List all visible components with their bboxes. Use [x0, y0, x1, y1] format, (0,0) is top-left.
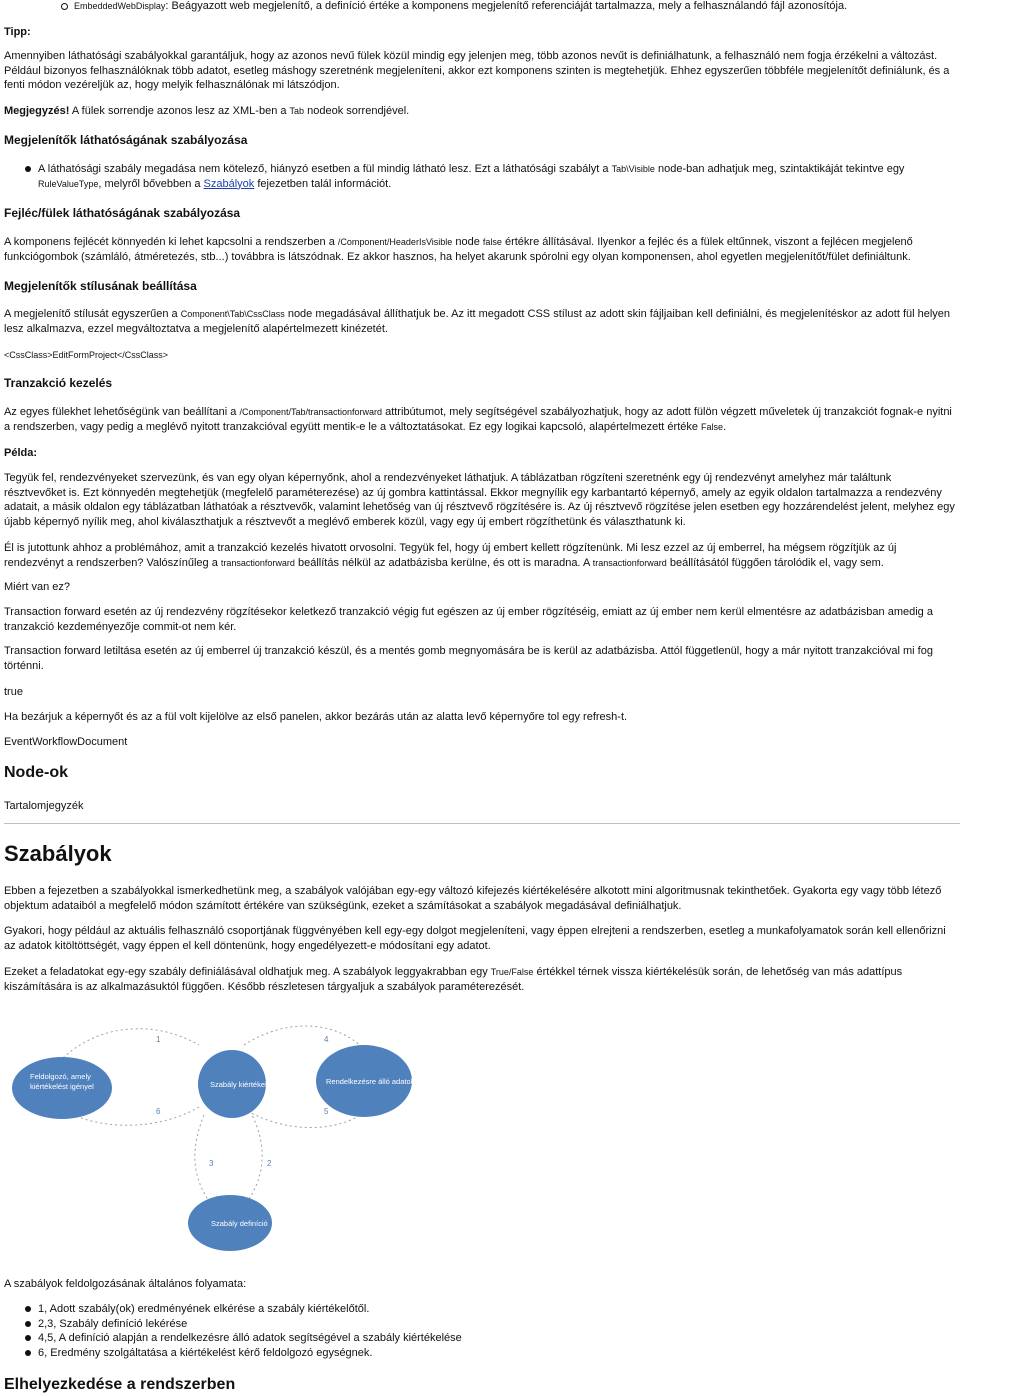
inline-code: EmbeddedWebDisplay: [74, 1, 166, 11]
step-number: 1: [156, 1035, 161, 1044]
step-number: 6: [156, 1107, 161, 1116]
paragraph-example: Tegyük fel, rendezvényeket szervezünk, és van egy olyan képernyőnk, ahol a rendezvényeket láthatjuk. A táblázatban rögzíteni szeretnénk egy új rendezvényt amelyhez már találtunk résztvevőket is. Ezt könnyedén megtehetjük (megfelelő paraméterezése) az új gombra kattintással. Ekkor megnyílik egy karbantartó képernyő, amely az egyik oldalon tartalmazza a rendezvény adatait, a másik oldalon egy táblázatban láthatóak a résztvevők, valamint lehetőség van új résztvevő rögzítésére is. Az új résztvevő rögzítése jelen esetben egy hozzárendelést jelent, melyhez egy újabb képernyő nyílik meg, ahol kiválaszthatjuk a résztvevőt a meglévő emberek közül, vagy egy új embert rögzíthetünk és választhatunk ki.: [4, 472, 955, 528]
flow-arrow-2: [249, 1115, 262, 1199]
text: .: [723, 420, 727, 433]
paragraph-rules-2: Gyakori, hogy például az aktuális felhasználó csoportjának függvényében kell egy-egy dolgot megjeleníteni, vagy éppen elrejteni a rendszerben, esetleg a munkafolyamatok során kell ellenőrizni az adatok kitöltöttségét, vagy éppen el kell döntenünk, hogy engedélyezett-e módosítani egy adatot.: [4, 925, 946, 952]
process-intro: A szabályok feldolgozásának általános folyamata:: [4, 1278, 247, 1290]
paragraph-rules-1: Ebben a fejezetben a szabályokkal ismerkedhetünk meg, a szabályok valójában egy-egy változó kifejezés kiértékelésére alkotott mini algoritmusnak tekinthetőek. Gyakorta egy vagy több létező objektum adataiból a megfelelő módon számított értékére van szükségünk, ezeket a számításokat a szabályok megadásával definiálhatjuk.: [4, 885, 942, 912]
css-example: <CssClass>EditFormProject</CssClass>: [4, 350, 169, 360]
inline-code: transactionforward: [220, 557, 295, 568]
heading-rules: Szabályok: [4, 841, 112, 866]
heading-header: Fejléc/fülek láthatóságának szabályozása: [4, 206, 241, 220]
note-label: Megjegyzés!: [4, 105, 70, 117]
inline-code: false: [482, 237, 502, 247]
inline-code: /Component/Tab/transactionforward: [239, 407, 383, 417]
text: beállítás nélkül az adatbázisba kerülne, és ott is maradna. A: [294, 556, 593, 569]
list-item: 2,3, Szabály definíció lekérése: [38, 1317, 956, 1332]
list-item-text: node-ban adhatjuk meg, szintaktikáját tekintve egy: [654, 163, 905, 175]
paragraph-forward: Transaction forward esetén az új rendezvény rögzítésekor keletkező tranzakció végig fut egészen az új ember rögzítéséig, emiatt az új ember nem kerül elmentésre az adatbázisban amedig a tranzakció kezdeményezője commit-ot nem kér.: [4, 606, 933, 633]
step-number: 5: [324, 1107, 329, 1116]
processor-label-line-1: [30, 1072, 94, 1091]
heading-location: Elhelyezkedése a rendszerben: [4, 1376, 236, 1393]
heading-nodes: Node-ok: [4, 764, 68, 781]
heading-transaction: Tranzakció kezelés: [4, 376, 113, 390]
heading-style: Megjelenítők stílusának beállítása: [4, 279, 197, 293]
why-label: Miért van ez?: [4, 581, 71, 593]
flow-arrow-4: [244, 1026, 364, 1049]
flow-arrow-3: [195, 1115, 209, 1201]
processor-label-line: kiértékelést igényel: [30, 1082, 94, 1091]
list-item: [38, 162, 956, 191]
list-item-text: : Beágyazott web megjelenítő, a definíció értéke a komponens megjelenítő referenciáját tartalmazza, mely a felhasználandó fájl azonosítója.: [165, 0, 848, 12]
text: node megadásával állíthatjuk be. Az itt megadott CSS stílust az adott skin fájljaiban kell definiálni, és megjelenítéskor az adott fül helyen lesz alkalmazva, ezzel megváltoztatva a megjelenítő alapértelmezett kinézetét.: [4, 308, 951, 335]
inline-code: transactionforward: [592, 557, 667, 568]
list-item: 4,5, A definíció alapján a rendelkezésre álló adatok segítségével a szabály kiértékelése: [38, 1331, 956, 1346]
inline-code: Tab\Visible: [611, 164, 655, 174]
section-divider: [4, 823, 960, 824]
definition-label: Szabály definíció: [211, 1219, 268, 1228]
inline-code: False: [701, 421, 724, 432]
list-item: [74, 0, 1026, 14]
text: A komponens fejlécét könnyedén ki lehet kapcsolni a rendszerben a: [4, 236, 338, 248]
paragraph-rules-3: [4, 965, 956, 994]
text: értékkel térnek vissza kiértékelésük során, de lehetőség van más adattípus kiszámítására is az alkalmazásuktól függően. Később részletesen tárgyaljuk a szabályok paraméterezését.: [4, 966, 903, 993]
tip-list: [4, 0, 1026, 14]
evaluator-label: Szabály kiértékelő: [210, 1080, 271, 1089]
list-item: 1, Adott szabály(ok) eredményének elkérése a szabály kiértékelőtől.: [38, 1302, 956, 1317]
list-item-text: , melyről bővebben a: [98, 177, 204, 190]
step-number: 2: [267, 1159, 272, 1168]
text: A megjelenítő stílusát egyszerűen a: [4, 308, 181, 320]
toc-text: Tartalomjegyzék: [4, 800, 84, 812]
paragraph-style: [4, 307, 956, 336]
list-item-text: fejezetben talál információt.: [254, 177, 392, 190]
text: Ezeket a feladatokat egy-egy szabály definiálásával oldhatjuk meg. A szabályok leggyakrabban egy: [4, 966, 491, 978]
visibility-list: [4, 162, 956, 191]
paragraph-close: Ha bezárjuk a képernyőt és az a fül volt kijelölve az első panelen, akkor bezárás után az alatta levő képernyőre tol egy refresh-t.: [4, 711, 628, 723]
text: Az egyes fülekhet lehetőségünk van beállítani a: [4, 406, 240, 418]
paragraph-tabs: Amennyiben láthatósági szabályokkal garantáljuk, hogy az azonos nevű fülek közül mindig egy jelenjen meg, több azonos nevűt is definiálhatunk, a felhasználó nem fogja érzékelni a változást. Például bizonyos felhasználóknak több adatot, esetleg máshogy szeretnénk megjeleníteni, akkor ezt komponens szinten is megtehetjük. Ehhez egyszerűen többféle megjelenítőt definiálunk, és a fenti módon vezéreljük az, hogy melyik felhasználónak mi látszódjon.: [4, 50, 950, 92]
example-label: Példa:: [4, 447, 38, 459]
step-number: 3: [209, 1159, 214, 1168]
text: értékre állításával. Ilyenkor a fejléc és a fülek eltűnnek, viszont a fejlécen megjelenő funkciógombok (számláló, átméretezés, stb...) továbbra is látszódnak. Ez akkor hasznos, ha helyet akarunk spórolni egy olyan komponensen, ahol egyetlen megjelenítőt/fület definiáltunk.: [4, 236, 913, 263]
event-text: EventWorkflowDocument: [4, 736, 128, 748]
process-steps-list: [4, 1302, 956, 1360]
rules-process-diagram: [4, 1005, 415, 1267]
text: beállításától függően tárolódik el, vagy sem.: [666, 556, 884, 569]
inline-code: True/False: [490, 967, 534, 977]
paragraph-forward-off: Transaction forward letiltása esetén az új emberrel új tranzakció készül, és a mentés gomb megnyomására be is kerül az adatbázisba. Attól függetlenül, hogy a már nyitott tranzakcióval mi fog történni.: [4, 645, 933, 672]
list-item: 6, Eredmény szolgáltatása a kiértékelést kérő feldolgozó egységnek.: [38, 1346, 956, 1361]
note-paragraph: [4, 104, 956, 119]
paragraph-transaction: [4, 405, 956, 434]
note-text: A fülek sorrendje azonos lesz az XML-ben a: [69, 105, 290, 117]
step-number: 4: [324, 1035, 329, 1044]
inline-code: /Component/HeaderIsVisible: [337, 237, 453, 247]
heading-visibility: Megjelenítők láthatóságának szabályozása: [4, 133, 248, 147]
text: node: [452, 236, 483, 248]
processor-label-line: Feldolgozó, amely: [30, 1072, 91, 1081]
list-item-text: A láthatósági szabály megadása nem kötelező, hiányzó esetben a fül mindig látható lesz. Ezt a láthatósági szabályt a: [38, 163, 612, 175]
text: Él is jutottunk ahhoz a problémához, amit a tranzakció kezelés hivatott orvosolni. Tegyük fel, hogy új embert kellett rögzítenünk. Mi lesz ezzel az új emberrel, ha mégsem rögzítjük az új rendezvényt a rendszerben? Valószínűleg a: [4, 542, 897, 569]
paragraph-header: [4, 235, 956, 264]
text: attribútumot, mely segítségével szabályozhatjuk, hogy az adott fülön végzett műveletek új tranzakciót fognak-e nyitni a rendszerben, vagy pedig a meglévő nyitott tranzakcióval együtt mentik-e le a változtatásokat. Ez egy logikai kapcsoló, alapértelmezett értéke: [4, 406, 952, 433]
data-label: Rendelkezésre álló adatok: [326, 1077, 415, 1086]
tip-label: Tipp:: [4, 26, 31, 38]
paragraph-problem: [4, 541, 956, 570]
inline-code: RuleValueType: [38, 178, 99, 189]
rules-link[interactable]: Szabályok: [203, 177, 255, 190]
inline-code: Component\Tab\CssClass: [180, 309, 285, 319]
inline-code: Tab: [289, 106, 305, 116]
note-text: nodeok sorrendjével.: [304, 105, 410, 117]
true-text: true: [4, 686, 23, 698]
